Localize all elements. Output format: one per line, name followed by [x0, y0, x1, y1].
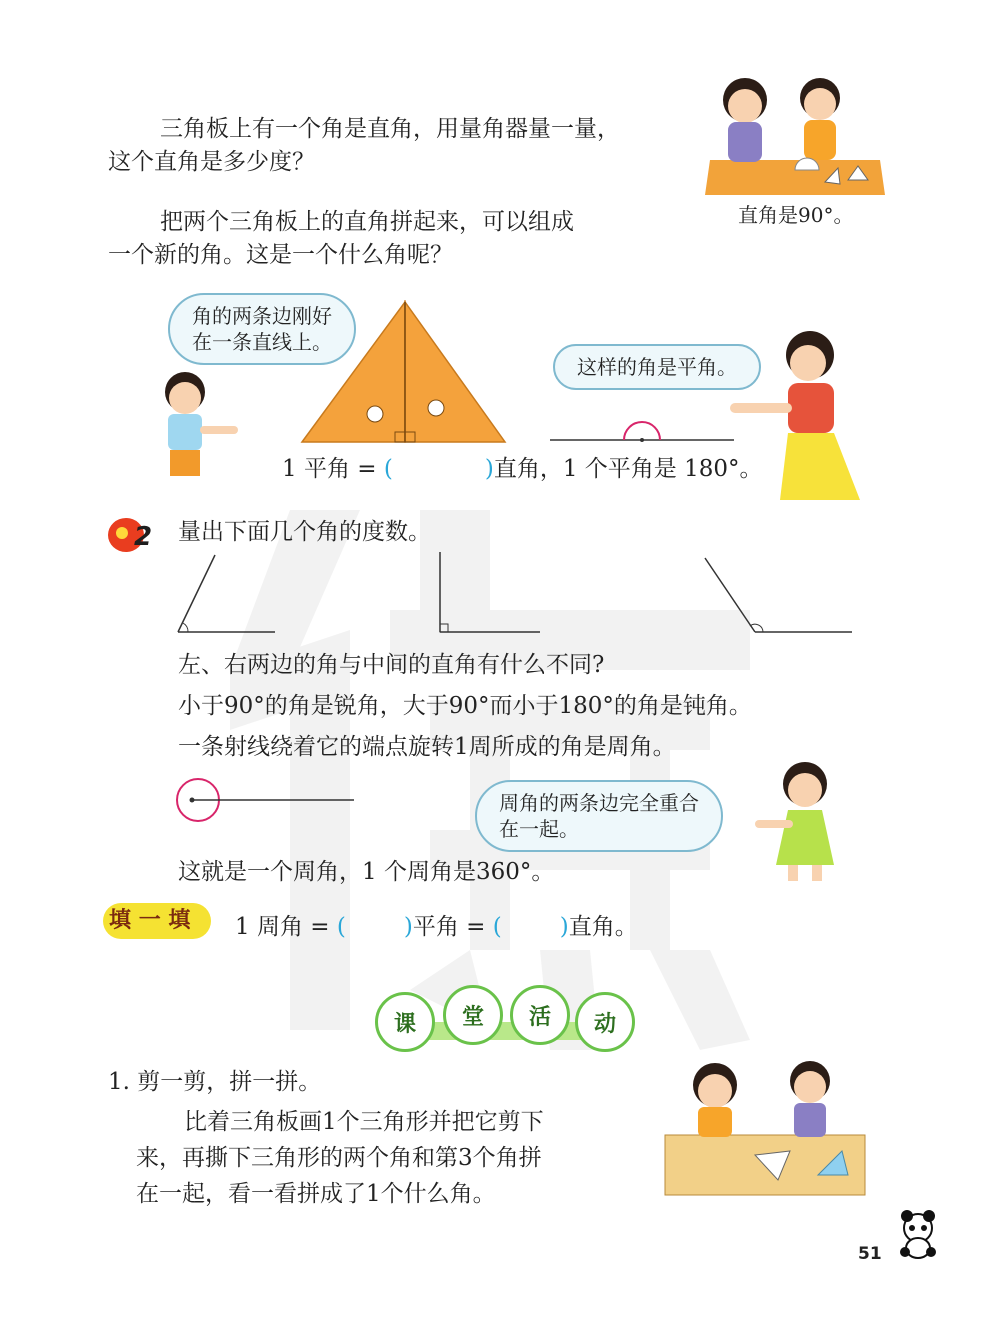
kids-measuring-illustration [700, 70, 890, 200]
activity-char-4: 动 [575, 992, 635, 1052]
girl-speech-bubble: 周角的两条边完全重合 在一起。 [475, 780, 723, 852]
boy-pointing-illustration [140, 370, 250, 480]
fill-in-equation [235, 910, 638, 944]
fill-suffix: 直角。 [568, 914, 638, 940]
activity-line-3: 在一起，看一看拼成了1个什么角。 [136, 1181, 496, 1207]
right-angle [440, 552, 540, 632]
fill-in-badge-label [109, 905, 190, 937]
full-angle-diagram [172, 772, 362, 828]
girl-illustration [750, 760, 860, 885]
acute-angle [178, 555, 275, 632]
section-number-badge [104, 513, 164, 555]
straight-angle-diagram [548, 418, 738, 448]
straight-angle-equation [282, 452, 762, 486]
fill-close-paren-1: ) [403, 914, 413, 940]
combine-line-2: 一个新的角。这是一个什么角呢？ [108, 242, 453, 268]
intro-line-2: 这个直角是多少度？ [108, 149, 315, 175]
activity-char-2: 堂 [443, 985, 503, 1045]
kids-cutting-illustration [660, 1055, 870, 1205]
activity-line-1: 比着三角板画1个三角形并把它剪下 [184, 1109, 544, 1135]
straight-angle-suffix: 直角，1 个平角是 180°。 [493, 456, 763, 482]
page-number: 51 [858, 1244, 882, 1264]
triangle-rulers-straight-angle [300, 300, 510, 445]
fill-badge-char-1: 填 [109, 908, 132, 933]
straight-angle-open-paren: ( [383, 456, 393, 482]
section-number: 2 [134, 522, 153, 552]
fill-prefix: 1 周角 = [235, 914, 337, 940]
activity-item-title: 1. 剪一剪，拼一拼。 [108, 1069, 322, 1095]
intro-line-1: 三角板上有一个角是直角，用量角器量一量， [160, 116, 620, 142]
obtuse-angle [705, 558, 852, 632]
fill-open-paren-1: ( [336, 914, 346, 940]
fill-badge-char-3: 填 [168, 908, 191, 933]
straight-angle-close-paren: ) [484, 456, 494, 482]
activity-char-3: 活 [510, 985, 570, 1045]
question-difference: 左、右两边的角与中间的直角有什么不同? [178, 652, 605, 678]
teacher-speech-bubble: 这样的角是平角。 [553, 344, 761, 390]
right-angle-caption: 直角是90°。 [738, 203, 854, 227]
angle-diagrams [170, 550, 870, 640]
fill-open-paren-2: ( [492, 914, 502, 940]
fill-badge-char-2: 一 [138, 908, 161, 933]
full-angle-statement: 这就是一个周角，1 个周角是360°。 [178, 859, 555, 885]
activity-line-2: 来，再撕下三角形的两个角和第3个角拼 [136, 1145, 542, 1171]
combine-line-1: 把两个三角板上的直角拼起来，可以组成 [160, 209, 574, 235]
definition-acute-obtuse: 小于90°的角是锐角，大于90°而小于180°的角是钝角。 [178, 693, 752, 719]
boy-speech-bubble: 角的两条边刚好 在一条直线上。 [168, 293, 356, 365]
activity-char-1: 课 [375, 992, 435, 1052]
fill-close-paren-2: ) [559, 914, 569, 940]
panda-icon [893, 1208, 943, 1260]
fill-mid: 平角 = [412, 914, 493, 940]
straight-angle-prefix: 1 平角 = [282, 456, 384, 482]
section-2-title: 量出下面几个角的度数。 [178, 519, 431, 545]
definition-full-angle: 一条射线绕着它的端点旋转1周所成的角是周角。 [178, 734, 676, 760]
